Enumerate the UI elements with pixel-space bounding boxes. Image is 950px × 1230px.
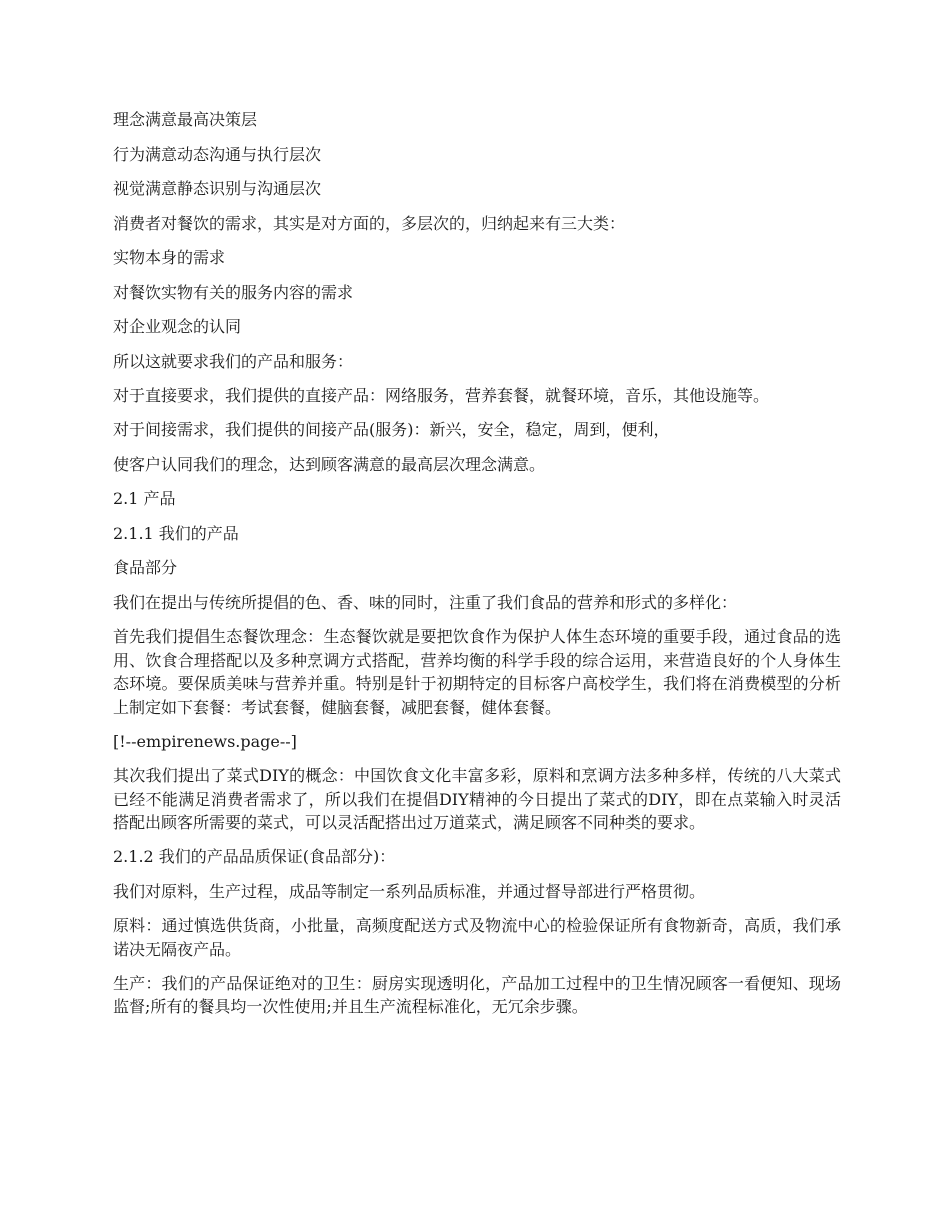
paragraph: 使客户认同我们的理念，达到顾客满意的最高层次理念满意。 (113, 454, 546, 474)
subsection-heading: 2.1.2 我们的产品品质保证(食品部分)： (113, 847, 396, 866)
paragraph: 对企业观念的认同 (113, 317, 242, 336)
paragraph: 对于间接需求，我们提供的间接产品(服务)：新兴，安全，稳定，周到，便利， (113, 420, 670, 439)
page-marker: [!--empirenews.page--] (113, 731, 297, 751)
paragraph: 食品部分 (113, 558, 178, 577)
paragraph: 我们对原料，生产过程，成品等制定一系列品质标准，并通过督导部进行严格贯彻。 (113, 881, 706, 901)
paragraph: 其次我们提出了菜式DIY的概念：中国饮食文化丰富多彩，原料和烹调方法多种多样，传统的八大菜式已经不能满足消费者需求了，所以我们在提倡DIY精神的今日提出了菜式的DIY，即在点菜输入时灵活搭配出顾客所需要的菜式，可以灵活配搭出过万道菜式，满足顾客不同种类的要求。 (113, 766, 841, 832)
section-heading: 2.1 产品 (113, 489, 176, 508)
paragraph: 视觉满意静态识别与沟通层次 (113, 179, 322, 198)
paragraph: 理念满意最高决策层 (113, 110, 258, 129)
paragraph: 对餐饮实物有关的服务内容的需求 (113, 282, 354, 302)
paragraph: 所以这就要求我们的产品和服务： (113, 351, 354, 371)
paragraph: 我们在提出与传统所提倡的色、香、味的同时，注重了我们食品的营养和形式的多样化： (113, 592, 738, 612)
paragraph: 对于直接要求，我们提供的直接产品：网络服务，营养套餐，就餐环境，音乐，其他设施等。 (113, 386, 770, 405)
paragraph: 实物本身的需求 (113, 248, 226, 267)
paragraph: 生产：我们的产品保证绝对的卫生：厨房实现透明化，产品加工过程中的卫生情况顾客一看便知、现场监督;所有的餐具均一次性使用;并且生产流程标准化，无冗余步骤。 (113, 973, 841, 1016)
subsection-heading: 2.1.1 我们的产品 (113, 523, 239, 543)
document-body (113, 108, 841, 1029)
paragraph: 行为满意动态沟通与执行层次 (113, 144, 322, 164)
paragraph: 原料：通过慎选供货商，小批量，高频度配送方式及物流中心的检验保证所有食物新奇，高质，我们承诺决无隔夜产品。 (113, 916, 841, 959)
paragraph: 消费者对餐饮的需求，其实是对方面的，多层次的，归纳起来有三大类： (113, 213, 626, 233)
paragraph: 首先我们提倡生态餐饮理念：生态餐饮就是要把饮食作为保护人体生态环境的重要手段，通过食品的选用、饮食合理搭配以及多种烹调方式搭配，营养均衡的科学手段的综合运用，来营造良好的个人身体生态环境。要保质美味与营养并重。特别是针于初期特定的目标客户高校学生，我们将在消费模型的分析上制定如下套餐：考试套餐，健脑套餐，减肥套餐，健体套餐。 (113, 627, 841, 717)
